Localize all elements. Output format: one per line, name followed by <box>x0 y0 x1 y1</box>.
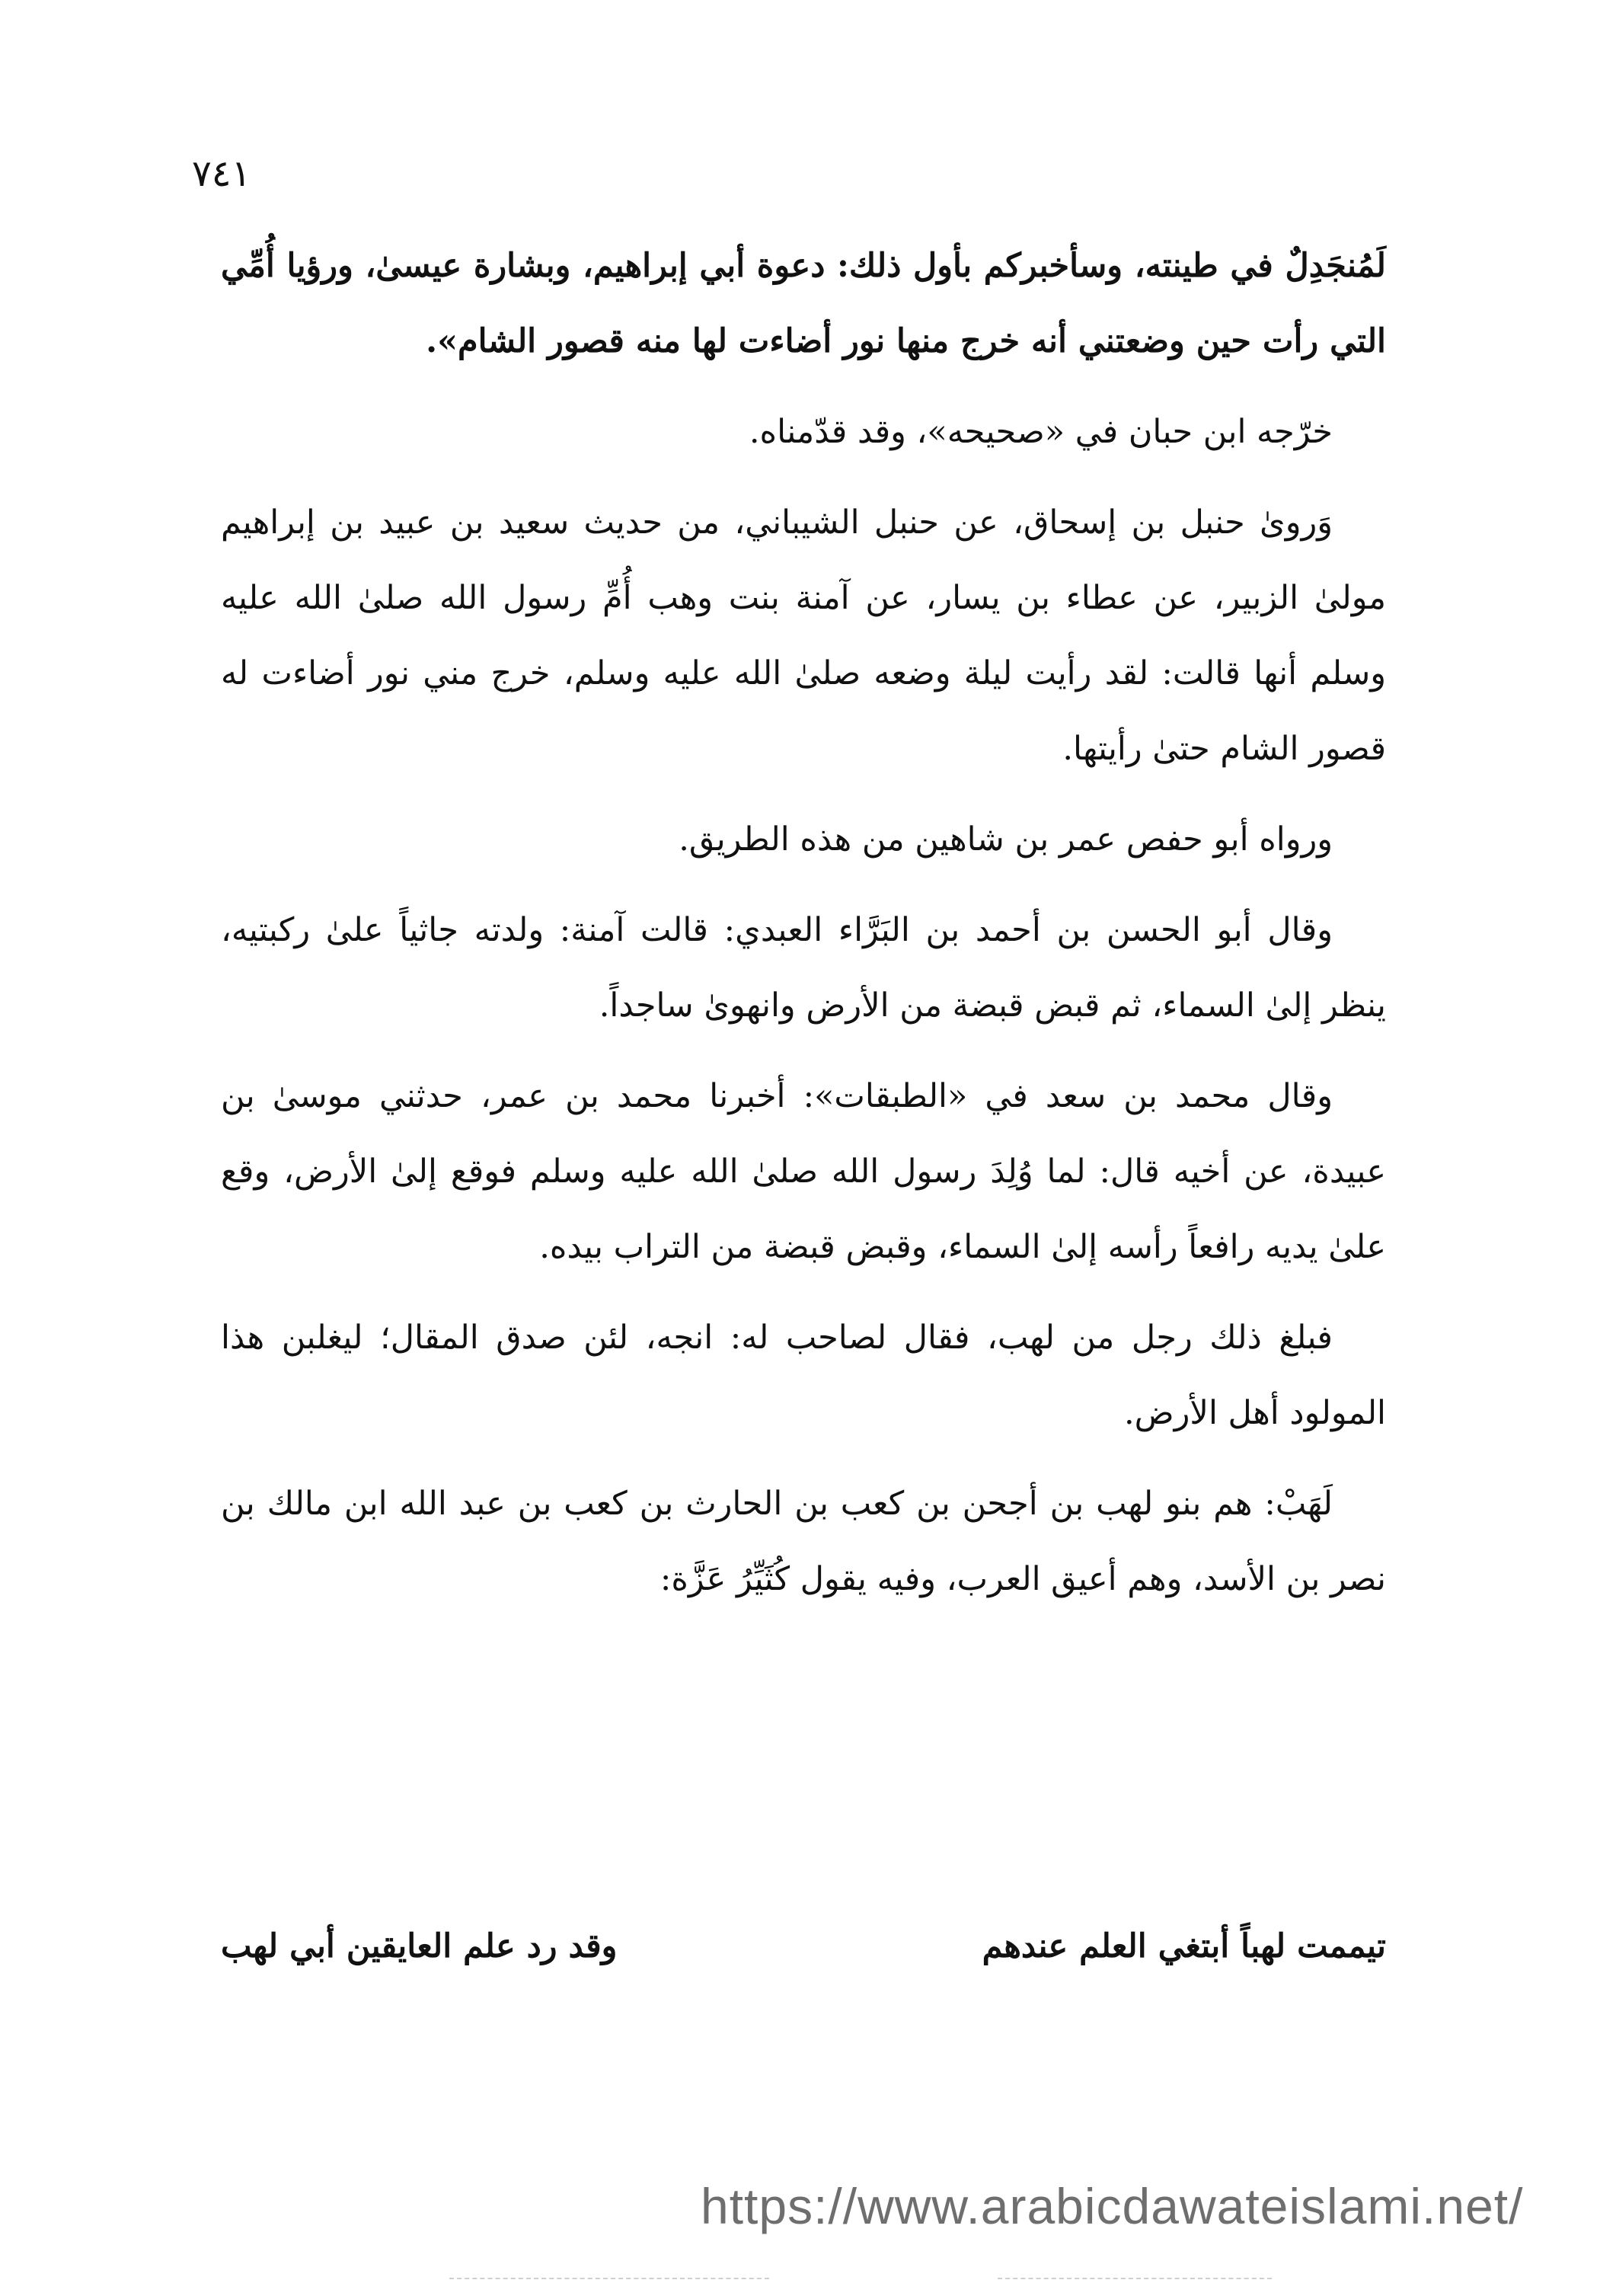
paragraph-lahab-man: فبلغ ذلك رجل من لهب، فقال لصاحب له: انجه، لئن صدق المقال؛ ليغلبن هذا المولود أهل الأرض. <box>221 1319 1386 1432</box>
page-body <box>221 229 1386 1632</box>
paragraph-ibn-hibban: خرّجه ابن حبان في «صحيحه»، وقد قدّمناه. <box>749 413 1333 451</box>
verse-second-hemistich: وقد رد علم العايقين أبي لهب <box>221 1927 618 1965</box>
page-number: ٧٤١ <box>192 152 251 195</box>
poetry-verse <box>221 1927 1386 1965</box>
paragraph-hanbal-narration: وَروىٰ حنبل بن إسحاق، عن حنبل الشيباني، من حديث سعيد بن عبيد بن إبراهيم مولىٰ الزبير، عن عطاء بن يسار، عن آمنة بنت وهب أُمِّ رسول الله صلىٰ الله عليه وسلم أنها قالت: لقد رأيت ليلة وضعه صلىٰ الله عليه وسلم، خرج مني نور أضاءت له قصور الشام حتىٰ رأيتها. <box>221 504 1386 768</box>
website-watermark: https://www.arabicdawateislami.net/ <box>701 2178 1524 2234</box>
paragraph-lahab-definition: لَهَبْ: هم بنو لهب بن أجحن بن كعب بن الحارث بن كعب بن عبد الله ابن مالك بن نصر بن الأسد، وهم أعيق العرب، وفيه يقول كُثَيِّرُ عَزَّة: <box>221 1485 1386 1598</box>
paragraph-ibn-shahin: ورواه أبو حفص عمر بن شاهين من هذه الطريق. <box>679 820 1333 859</box>
paragraph-ibn-saad: وقال محمد بن سعد في «الطبقات»: أخبرنا محمد بن عمر، حدثني موسىٰ بن عبيدة، عن أخيه قال: لما وُلِدَ رسول الله صلىٰ الله عليه وسلم فوقع إلىٰ الأرض، وقع علىٰ يديه رافعاً رأسه إلىٰ السماء، وقبض قبضة من التراب بيده. <box>221 1077 1386 1266</box>
paragraph-abu-al-hasan: وقال أبو الحسن بن أحمد بن البَرَّاء العبدي: قالت آمنة: ولدته جاثياً علىٰ ركبتيه، ينظر إلىٰ السماء، ثم قبض قبضة من الأرض وانهوىٰ ساجداً. <box>221 911 1386 1025</box>
verse-first-hemistich: تيممت لهباً أبتغي العلم عندهم <box>982 1927 1386 1965</box>
paragraph-hadith-ending: لَمُنجَدِلٌ في طينته، وسأخبركم بأول ذلك: دعوة أبي إبراهيم، وبشارة عيسىٰ، ورؤيا أُمِّي التي رأت حين وضعتني أنه خرج منها نور أضاءت لها منه قصور الشام». <box>221 247 1386 360</box>
footer-divider-right <box>998 2278 1272 2279</box>
footer-divider-left <box>449 2278 769 2279</box>
